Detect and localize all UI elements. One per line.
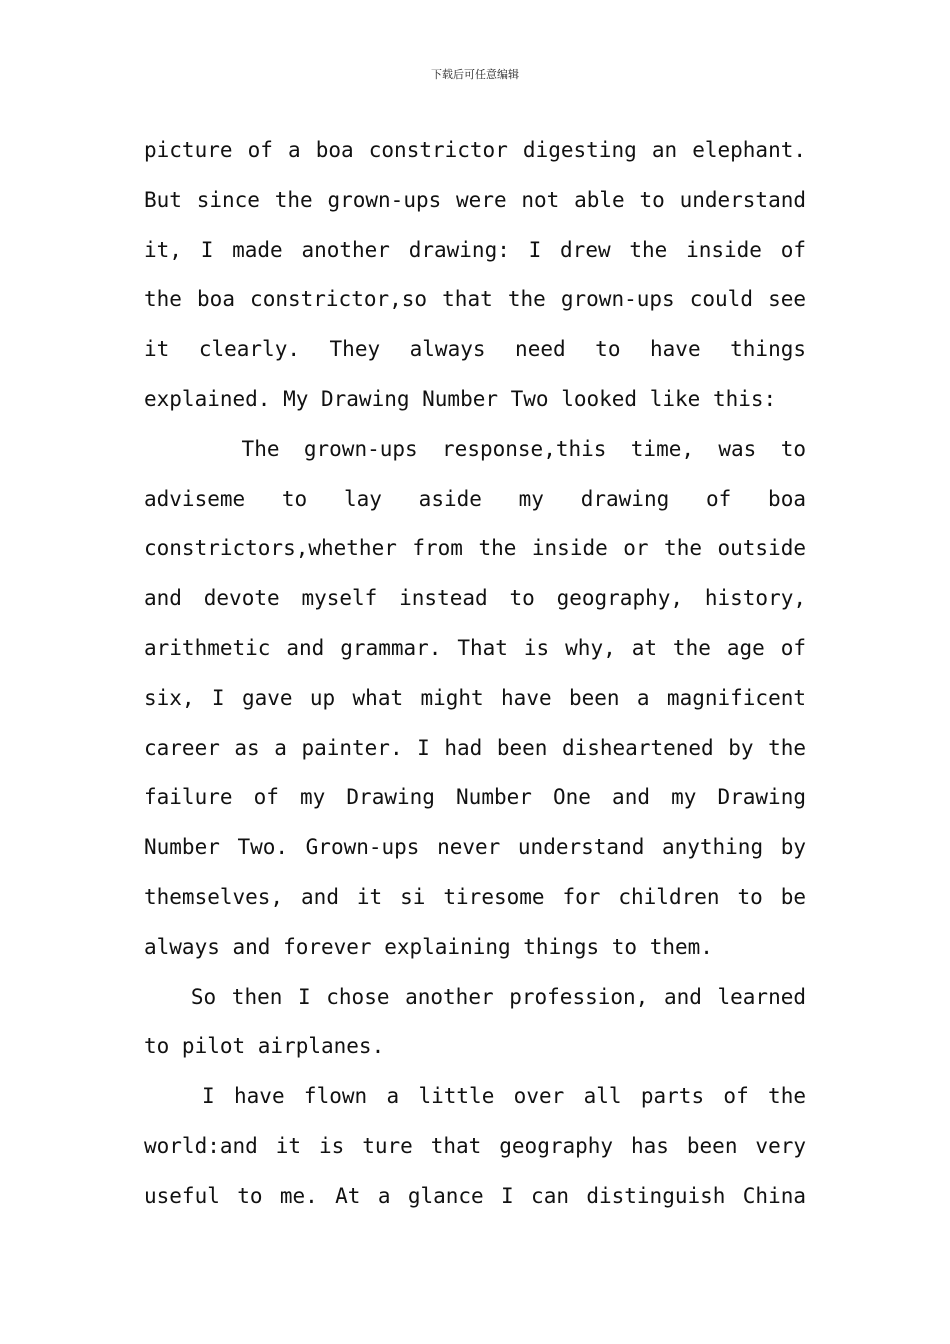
- page-header: 下载后可任意编辑: [431, 68, 519, 81]
- text-line: world:and it is ture that geography has been very: [144, 1133, 806, 1158]
- text-line: Number Two. Grown-ups never understand anything by: [144, 835, 806, 860]
- text-line: constrictors,whether from the inside or the outside: [144, 536, 806, 561]
- text-line: explained. My Drawing Number Two looked like this:: [144, 386, 777, 411]
- text-line: The grown-ups response,this time, was to: [144, 436, 806, 461]
- text-line: the boa constrictor,so that the grown-ups could see: [144, 287, 806, 312]
- text-line: and devote myself instead to geography, history,: [144, 586, 806, 611]
- text-line: I have flown a little over all parts of the: [144, 1084, 806, 1109]
- text-line: useful to me. At a glance I can distinguish China: [144, 1183, 806, 1208]
- text-line: arithmetic and grammar. That is why, at the age of: [144, 635, 806, 660]
- text-line: six, I gave up what might have been a magnificent: [144, 685, 806, 710]
- text-line: to pilot airplanes.: [144, 1034, 385, 1059]
- text-line: failure of my Drawing Number One and my Drawing: [144, 785, 806, 810]
- text-line: picture of a boa constrictor digesting an elephant.: [144, 138, 806, 162]
- text-line: So then I chose another profession, and learned: [144, 984, 806, 1009]
- text-line: But since the grown-ups were not able to understand: [144, 187, 806, 212]
- text-line: it, I made another drawing: I drew the inside of: [144, 237, 806, 262]
- text-line: themselves, and it si tiresome for children to be: [144, 884, 806, 909]
- body-text: [144, 126, 806, 1222]
- text-line: adviseme to lay aside my drawing of boa: [144, 486, 806, 511]
- text-line: career as a painter. I had been disheartened by the: [144, 735, 806, 760]
- text-line: always and forever explaining things to them.: [144, 934, 713, 959]
- text-line: it clearly. They always need to have things: [144, 337, 806, 362]
